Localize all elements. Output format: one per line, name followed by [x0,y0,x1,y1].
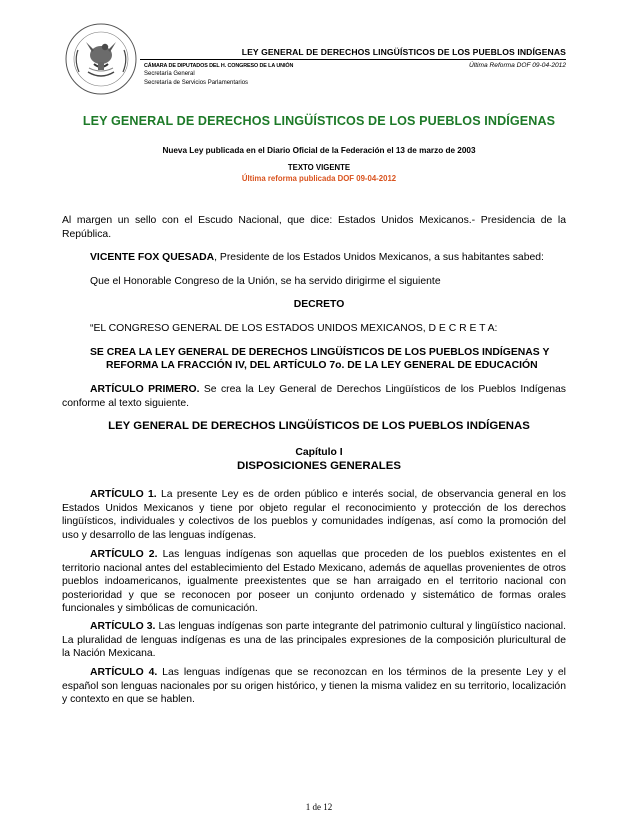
page-number: 1 de 12 [305,802,333,812]
congress-decrees: “EL CONGRESO GENERAL DE LOS ESTADOS UNIDOS MEXICANOS, D E C R E T A: [90,323,498,334]
article-3-label: ARTÍCULO 3. [90,621,156,632]
texto-vigente: TEXTO VIGENTE [287,163,351,172]
header-title: LEY GENERAL DE DERECHOS LINGÜÍSTICOS DE LOS PUEBLOS INDÍGENAS [241,47,566,57]
article-4 [62,666,566,707]
creates-line-1: SE CREA LA LEY GENERAL DE DERECHOS LINGÜÍSTICOS DE LOS PUEBLOS INDÍGENAS Y [90,347,550,358]
articulo-primero [62,383,566,410]
header-last-reform: Última Reforma DOF 09-04-2012 [469,62,566,69]
header-secretariat: Secretaría General [144,71,195,78]
article-3 [62,620,566,661]
article-3-text: Las lenguas indígenas son parte integrante del patrimonio cultural y lingüístico nacional. La pluralidad de lenguas indígenas es una de las principales expresiones de la composición pluricultural de la Nación Mexicana. [62,621,566,660]
article-2-text: Las lenguas indígenas son aquellas que proceden de los pueblos existentes en el territorio nacional antes del establecimiento del Estado Mexicano, además de aquellas provenientes de otros pueblos indoamericanos, igualmente preexistentes que se han arraigado en el territorio nacional con posterioridad y que se reconocen por poseer un conjunto ordenado y sistemático de formas orales funcionales y simbólicas de comunicación. [62,549,566,615]
mexican-coat-of-arms-seal-icon [64,22,138,96]
article-2 [62,548,566,616]
articulo-primero-text: Se crea la Ley General de Derechos Lingüísticos de los Pueblos Indígenas conforme al texto siguiente. [62,384,566,409]
article-4-text: Las lenguas indígenas que se reconozcan en los términos de la presente Ley y el español son lenguas nacionales por su origen histórico, y tienen la misma validez en su territorio, localización y contexto en que se hablen. [62,667,566,706]
header-institution [144,62,293,87]
congress-line: Que el Honorable Congreso de la Unión, se ha servido dirigirme el siguiente [90,276,441,287]
creates-line-2: REFORMA LA FRACCIÓN IV, DEL ARTÍCULO 7o. DE LA LEY GENERAL DE EDUCACIÓN [106,360,538,371]
article-1-label: ARTÍCULO 1. [90,489,157,500]
header-chamber: CÁMARA DE DIPUTADOS DEL H. CONGRESO DE LA UNIÓN [144,63,294,69]
decreto-heading: DECRETO [293,299,345,310]
president-paragraph [90,251,570,265]
article-1-text: La presente Ley es de orden público e interés social, de observancia general en los Estados Unidos Mexicanos y tiene por objeto regular el reconocimiento y protección de los derechos lingüísticos, individuales y colectivos de los pueblos y comunidades indígenas, así como la promoción del uso y desarrollo de las lenguas indígenas. [62,489,567,541]
law-title: LEY GENERAL DE DERECHOS LINGÜÍSTICOS DE LOS PUEBLOS INDÍGENAS [82,114,556,128]
margin-note: Al margen un sello con el Escudo Nacional, que dice: Estados Unidos Mexicanos.- Presidencia de la República. [62,215,566,240]
chapter-number: Capítulo I [295,447,343,458]
chapter-title: DISPOSICIONES GENERALES [237,460,401,472]
header-rule [140,59,566,60]
last-reform-note: Última reforma publicada DOF 09-04-2012 [241,174,397,183]
header-services: Secretaría de Servicios Parlamentarios [144,79,249,86]
article-1 [62,488,566,542]
president-text: , Presidente de los Estados Unidos Mexicanos, a sus habitantes sabed: [214,252,544,263]
article-2-label: ARTÍCULO 2. [90,549,158,560]
articulo-primero-label: ARTÍCULO PRIMERO. [90,384,200,395]
law-heading: LEY GENERAL DE DERECHOS LINGÜÍSTICOS DE LOS PUEBLOS INDÍGENAS [108,420,530,432]
publication-note: Nueva Ley publicada en el Diario Oficial de la Federación el 13 de marzo de 2003 [162,146,476,155]
article-4-label: ARTÍCULO 4. [90,667,158,678]
president-name: VICENTE FOX QUESADA [90,252,215,263]
